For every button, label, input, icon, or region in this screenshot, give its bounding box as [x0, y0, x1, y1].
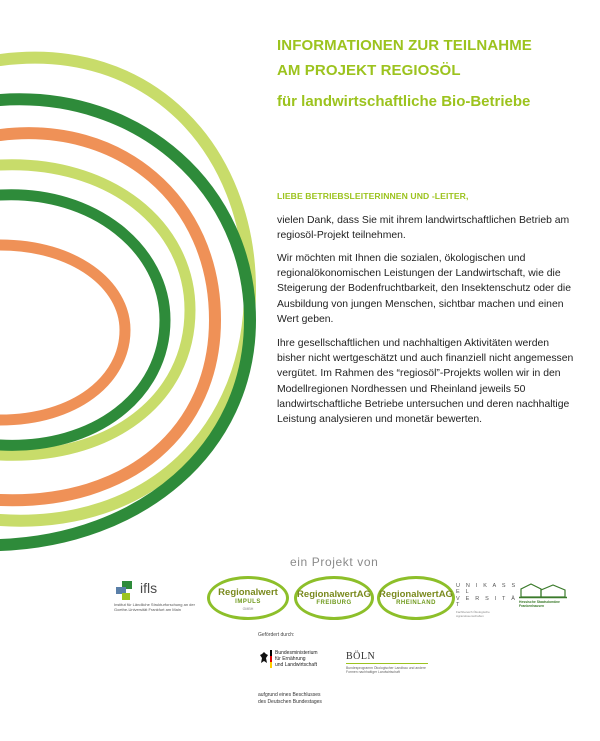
decision-line1: aufgrund eines Beschlusses [258, 692, 321, 698]
bmel-line3: und Landwirtschaft [275, 662, 317, 668]
regionalwert-impuls-tiny: GMBH [242, 607, 254, 611]
ifls-subtitle: Institut für Ländliche Strukturforschung an der Goethe-Universität Frankfurt am Main [114, 602, 195, 612]
decision-line2: des Deutschen Bundestages [258, 698, 322, 705]
eagle-icon [260, 652, 268, 664]
boln-subtitle: Bundesprogramm Ökologischer Landbau und andere Formen nachhaltiger Landwirtschaft [346, 666, 426, 674]
domaene-frankenhausen-logo [519, 581, 567, 611]
uni-kassel-name2: V E R S I T Ä T [456, 596, 518, 608]
uni-kassel-logo [456, 583, 518, 618]
concentric-rings-graphic [0, 0, 260, 560]
page-title-line2: AM PROJEKT REGIOSÖL [277, 62, 461, 79]
ring-dark-green-inner [0, 195, 165, 446]
regionalwert-impuls-sub: IMPULS [235, 599, 261, 605]
regionalwert-impuls-logo [207, 576, 289, 620]
page-title-line1: INFORMATIONEN ZUR TEILNAHME [277, 37, 532, 54]
funded-by-label: Gefördert durch: [258, 632, 295, 638]
regionalwert-rheinland-logo [377, 576, 455, 620]
regionalwert-freiburg-logo [294, 576, 374, 620]
project-by-label: ein Projekt von [290, 555, 379, 569]
boln-logo [346, 651, 436, 675]
logo-ring-shape [207, 576, 289, 620]
regionalwert-freiburg-sub: FREIBURG [316, 600, 352, 606]
farm-building-icon [519, 581, 567, 599]
uni-kassel-sub: Fachbereich Ökologische Agrarwissenschaften [456, 610, 490, 618]
regionalwert-rheinland-name: RegionalwertAG [379, 589, 453, 600]
ifls-name: ifls [140, 580, 158, 596]
page-subtitle: für landwirtschaftliche Bio-Betriebe [277, 93, 531, 110]
bundestag-decision-note [258, 692, 322, 705]
boln-divider [346, 663, 428, 664]
bmel-line2: für Ernährung [275, 656, 306, 662]
regionalwert-rheinland-sub: RHEINLAND [396, 600, 436, 606]
boln-name: BÖLN [346, 651, 376, 662]
regionalwert-freiburg-name: RegionalwertAG [297, 589, 371, 600]
domaene-subtitle: Hessische Staatsdomäne Frankenhausen [519, 600, 560, 608]
paragraph-goals: Wir möchten mit Ihnen die sozialen, ökologischen und regionalökonomischen Leistungen der Landwirtschaft, wie die Steigerung der Bodenfruchtbarkeit, den Insektenschutz oder die Ausbildung von jungen Menschen, sichtbar machen und einen Wert geben. [277, 253, 572, 325]
ifls-logo [114, 578, 204, 618]
ifls-logo-icon [114, 581, 136, 601]
flag-icon [270, 650, 272, 668]
paragraph-project: Ihre gesellschaftlichen und nachhaltigen Aktivitäten werden bisher nicht wertgeschätzt und auch finanziell nicht angemessen vergütet. Im Rahmen des “regiosöl”-Projekts wollen wir in den Modellregionen Nordhessen und Rheinland jeweils 50 landwirtschaftliche Betriebe untersuchen und deren nachhaltige Leistung analysieren und monetär bewerten. [277, 338, 574, 426]
bmel-logo [258, 648, 338, 672]
bmel-line1: Bundesministerium [275, 650, 318, 656]
bmel-text [275, 650, 318, 668]
uni-kassel-name: U N I K A S S E L [456, 583, 518, 595]
ring-orange-inner [0, 245, 125, 420]
paragraph-thanks: vielen Dank, dass Sie mit ihrem landwirtschaftlichen Betrieb am regiosöl-Projekt teilnehmen. [277, 215, 570, 242]
regionalwert-impuls-name: Regionalwert [218, 587, 278, 598]
salutation-heading: LIEBE BETRIEBSLEITERINNEN UND -LEITER, [277, 191, 469, 201]
